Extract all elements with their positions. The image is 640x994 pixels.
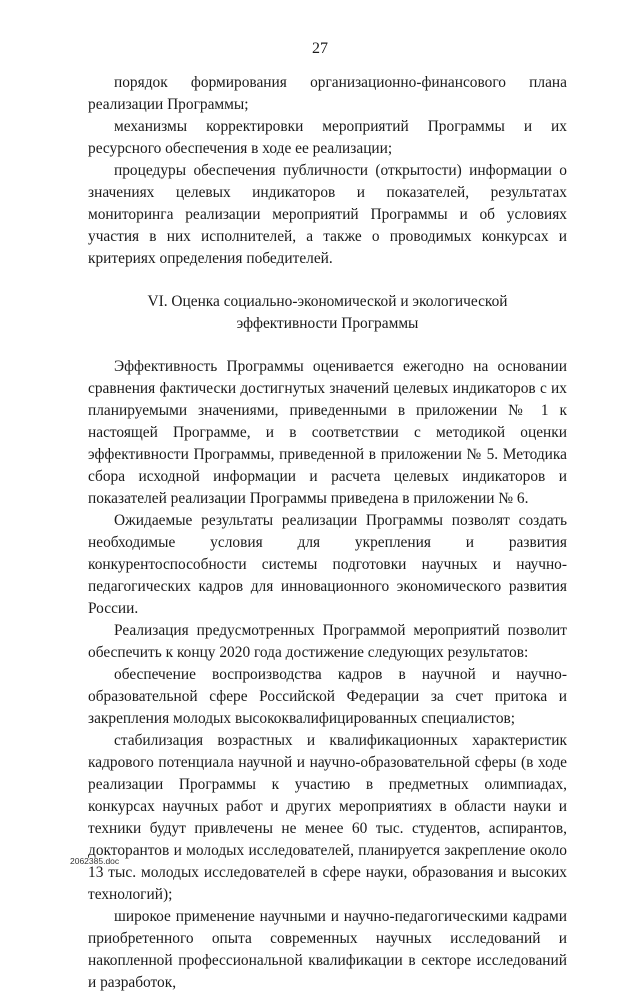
paragraph: стабилизация возрастных и квалификационных характеристик кадрового потенциала научной и научно-образовательной сферы (в ходе реализации Программы к участию в предметных олимпиадах, конкурсах научных работ и других мероприятиях в области науки и техники будут привлечены не менее 60 тыс. студентов, аспирантов, докторантов и молодых исследователей, планируется закрепление около 13 тыс. молодых исследователей в сфере науки, образования и высоких технологий);: [88, 732, 567, 903]
document-body: [88, 72, 567, 994]
section-heading-line: VI. Оценка социально-экономической и экологической: [147, 293, 508, 310]
footer-file-code: 2062385.doc: [70, 856, 120, 866]
paragraph: Эффективность Программы оценивается ежегодно на основании сравнения фактически достигнутых значений целевых индикаторов с их планируемыми значениями, приведенными в приложении № 1 к настоящей Программе, и в соответствии с методикой оценки эффективности Программы, приведенной в приложении № 5. Методика сбора исходной информации и расчета целевых индикаторов и показателей реализации Программы приведена в приложении № 6.: [88, 358, 567, 507]
paragraph: механизмы корректировки мероприятий Программы и их ресурсного обеспечения в ходе ее реализации;: [88, 118, 567, 157]
paragraph: процедуры обеспечения публичности (открытости) информации о значениях целевых индикаторов и показателей, результатах мониторинга реализации мероприятий Программы и об условиях участия в них исполнителей, а также о проводимых конкурсах и критериях определения победителей.: [88, 162, 567, 267]
section-heading: [88, 291, 567, 335]
paragraph: порядок формирования организационно-финансового плана реализации Программы;: [88, 74, 567, 113]
paragraph: Ожидаемые результаты реализации Программы позволят создать необходимые условия для укрепления и развития конкурентоспособности системы подготовки научных и научно-педагогических кадров для инновационного экономического развития России.: [88, 512, 567, 617]
paragraph: Реализация предусмотренных Программой мероприятий позволит обеспечить к концу 2020 года достижение следующих результатов:: [88, 622, 567, 661]
paragraph: широкое применение научными и научно-педагогическими кадрами приобретенного опыта современных научных исследований и накопленной профессиональной квалификации в секторе исследований и разработок,: [88, 908, 567, 991]
paragraph: обеспечение воспроизводства кадров в научной и научно-образовательной сфере Российской Федерации за счет притока и закрепления молодых высококвалифицированных специалистов;: [88, 666, 567, 727]
page-number: 27: [312, 40, 328, 57]
section-heading-line: эффективности Программы: [236, 315, 419, 332]
